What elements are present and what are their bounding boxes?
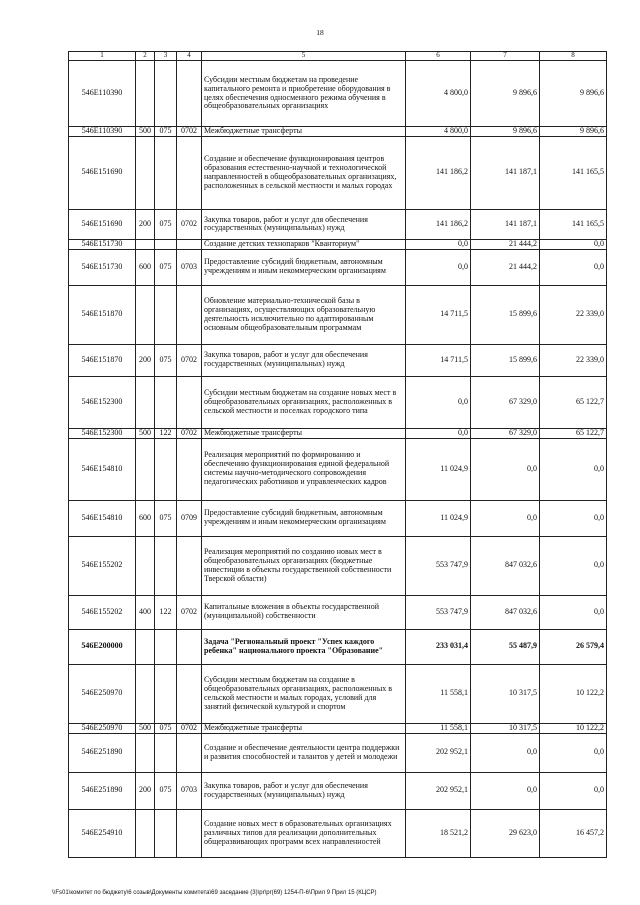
vr-code-cell bbox=[136, 536, 155, 595]
amount-cell: 553 747,9 bbox=[406, 536, 471, 595]
amount-cell: 67 329,0 bbox=[471, 376, 540, 428]
vr-code-cell bbox=[136, 438, 155, 500]
amount-cell: 0,0 bbox=[540, 249, 607, 285]
item-name-cell: Предоставление субсидий бюджетным, автономным учреждениям и иным некоммерческим организациям bbox=[202, 249, 406, 285]
kcsr-code-cell: 546E250970 bbox=[69, 723, 136, 733]
amount-cell: 0,0 bbox=[540, 595, 607, 629]
amount-cell: 18 521,2 bbox=[406, 809, 471, 857]
vr-code-cell bbox=[136, 809, 155, 857]
amount-cell: 202 952,1 bbox=[406, 733, 471, 772]
amount-cell: 67 329,0 bbox=[471, 428, 540, 438]
grbs-code-cell: 075 bbox=[155, 249, 177, 285]
table-row bbox=[69, 536, 607, 595]
header-cell: 1 bbox=[69, 52, 136, 61]
amount-cell: 11 024,9 bbox=[406, 438, 471, 500]
amount-cell: 0,0 bbox=[540, 438, 607, 500]
amount-cell: 0,0 bbox=[540, 733, 607, 772]
kcsr-code-cell: 546E151870 bbox=[69, 285, 136, 344]
amount-cell: 9 896,6 bbox=[471, 127, 540, 137]
amount-cell: 4 800,0 bbox=[406, 127, 471, 137]
grbs-code-cell bbox=[155, 239, 177, 249]
budget-table bbox=[68, 51, 607, 858]
amount-cell: 10 317,5 bbox=[471, 664, 540, 723]
table-row bbox=[69, 127, 607, 137]
amount-cell: 141 187,1 bbox=[471, 136, 540, 209]
table-row bbox=[69, 438, 607, 500]
kcsr-code-cell: 546E251890 bbox=[69, 772, 136, 809]
kcsr-code-cell: 546E152300 bbox=[69, 376, 136, 428]
item-name-cell: Реализация мероприятий по созданию новых мест в общеобразовательных организациях (бюджетные инвестиции в объекты государственной собственности Тверской области) bbox=[202, 536, 406, 595]
footer-path: \\Fs01\комитет по бюджету\6 созыв\Документы комитета\69 заседание (3)\pr\pr(69) 1254-П-6\Прил 9 Прил 15 (КЦСР) bbox=[52, 890, 377, 896]
section-code-cell bbox=[177, 809, 202, 857]
header-cell: 3 bbox=[155, 52, 177, 61]
vr-code-cell: 200 bbox=[136, 344, 155, 376]
item-name-cell: Субсидии местным бюджетам на создание новых мест в общеобразовательных организациях, расположенных в сельской местности и поселках городского типа bbox=[202, 376, 406, 428]
amount-cell: 0,0 bbox=[540, 239, 607, 249]
table-row bbox=[69, 772, 607, 809]
grbs-code-cell bbox=[155, 536, 177, 595]
header-cell: 4 bbox=[177, 52, 202, 61]
grbs-code-cell: 075 bbox=[155, 723, 177, 733]
amount-cell: 21 444,2 bbox=[471, 249, 540, 285]
section-code-cell bbox=[177, 438, 202, 500]
table-header-row bbox=[69, 52, 607, 61]
amount-cell: 141 165,5 bbox=[540, 136, 607, 209]
section-code-cell bbox=[177, 376, 202, 428]
vr-code-cell: 500 bbox=[136, 127, 155, 137]
item-name-cell: Закупка товаров, работ и услуг для обеспечения государственных (муниципальных) нужд bbox=[202, 209, 406, 239]
section-code-cell: 0703 bbox=[177, 249, 202, 285]
item-name-cell: Закупка товаров, работ и услуг для обеспечения государственных (муниципальных) нужд bbox=[202, 772, 406, 809]
amount-cell: 0,0 bbox=[406, 239, 471, 249]
kcsr-code-cell: 546E250970 bbox=[69, 664, 136, 723]
item-name-cell: Закупка товаров, работ и услуг для обеспечения государственных (муниципальных) нужд bbox=[202, 344, 406, 376]
item-name-cell: Создание детских технопарков "Кванториум" bbox=[202, 239, 406, 249]
grbs-code-cell bbox=[155, 809, 177, 857]
section-code-cell bbox=[177, 239, 202, 249]
kcsr-code-cell: 546E151690 bbox=[69, 209, 136, 239]
amount-cell: 16 457,2 bbox=[540, 809, 607, 857]
table-row bbox=[69, 500, 607, 536]
vr-code-cell bbox=[136, 376, 155, 428]
item-name-cell: Капитальные вложения в объекты государственной (муниципальной) собственности bbox=[202, 595, 406, 629]
item-name-cell: Обновление материально-технической базы в организациях, осуществляющих образовательную деятельность исключительно по адаптированным основным общеобразовательным программам bbox=[202, 285, 406, 344]
grbs-code-cell: 075 bbox=[155, 500, 177, 536]
grbs-code-cell bbox=[155, 733, 177, 772]
section-code-cell: 0702 bbox=[177, 723, 202, 733]
amount-cell: 10 122,2 bbox=[540, 723, 607, 733]
amount-cell: 233 031,4 bbox=[406, 629, 471, 664]
amount-cell: 0,0 bbox=[471, 438, 540, 500]
section-code-cell: 0703 bbox=[177, 772, 202, 809]
item-name-cell: Межбюджетные трансферты bbox=[202, 428, 406, 438]
kcsr-code-cell: 546E155202 bbox=[69, 595, 136, 629]
table-row bbox=[69, 61, 607, 127]
amount-cell: 11 558,1 bbox=[406, 664, 471, 723]
item-name-cell: Предоставление субсидий бюджетным, автономным учреждениям и иным некоммерческим организациям bbox=[202, 500, 406, 536]
section-code-cell: 0702 bbox=[177, 209, 202, 239]
amount-cell: 21 444,2 bbox=[471, 239, 540, 249]
amount-cell: 141 186,2 bbox=[406, 136, 471, 209]
vr-code-cell bbox=[136, 629, 155, 664]
amount-cell: 14 711,5 bbox=[406, 344, 471, 376]
vr-code-cell bbox=[136, 664, 155, 723]
page-number: 18 bbox=[316, 28, 324, 37]
amount-cell: 29 623,0 bbox=[471, 809, 540, 857]
amount-cell: 10 317,5 bbox=[471, 723, 540, 733]
amount-cell: 9 896,6 bbox=[471, 61, 540, 127]
section-code-cell: 0702 bbox=[177, 595, 202, 629]
item-name-cell: Создание и обеспечение деятельности центра поддержки и развития способностей и талантов у детей и молодежи bbox=[202, 733, 406, 772]
amount-cell: 0,0 bbox=[406, 249, 471, 285]
vr-code-cell bbox=[136, 733, 155, 772]
section-code-cell bbox=[177, 536, 202, 595]
amount-cell: 65 122,7 bbox=[540, 376, 607, 428]
vr-code-cell: 500 bbox=[136, 723, 155, 733]
grbs-code-cell: 075 bbox=[155, 344, 177, 376]
kcsr-code-cell: 546E110390 bbox=[69, 127, 136, 137]
amount-cell: 11 558,1 bbox=[406, 723, 471, 733]
kcsr-code-cell: 546E151870 bbox=[69, 344, 136, 376]
amount-cell: 847 032,6 bbox=[471, 595, 540, 629]
grbs-code-cell bbox=[155, 376, 177, 428]
kcsr-code-cell: 546E254910 bbox=[69, 809, 136, 857]
item-name-cell: Реализация мероприятий по формированию и обеспечению функционирования единой федеральной системы научно-методического сопровождения педагогических работников и управленческих кадров bbox=[202, 438, 406, 500]
item-name-cell: Межбюджетные трансферты bbox=[202, 723, 406, 733]
section-code-cell bbox=[177, 136, 202, 209]
kcsr-code-cell: 546E151690 bbox=[69, 136, 136, 209]
section-code-cell bbox=[177, 61, 202, 127]
item-name-cell: Субсидии местным бюджетам на создание в общеобразовательных организациях, расположенных в сельской местности и малых городах, условий для занятий физической культурой и спортом bbox=[202, 664, 406, 723]
table-row bbox=[69, 629, 607, 664]
kcsr-code-cell: 546E152300 bbox=[69, 428, 136, 438]
section-code-cell: 0702 bbox=[177, 127, 202, 137]
amount-cell: 22 339,0 bbox=[540, 344, 607, 376]
header-cell: 7 bbox=[471, 52, 540, 61]
item-name-cell: Субсидии местным бюджетам на проведение капитального ремонта и приобретение оборудования в целях обеспечения односменного режима обучения в общеобразовательных организациях bbox=[202, 61, 406, 127]
table-row bbox=[69, 239, 607, 249]
vr-code-cell bbox=[136, 285, 155, 344]
section-code-cell bbox=[177, 733, 202, 772]
header-cell: 5 bbox=[202, 52, 406, 61]
grbs-code-cell bbox=[155, 664, 177, 723]
amount-cell: 14 711,5 bbox=[406, 285, 471, 344]
amount-cell: 0,0 bbox=[540, 536, 607, 595]
vr-code-cell bbox=[136, 239, 155, 249]
vr-code-cell bbox=[136, 136, 155, 209]
grbs-code-cell bbox=[155, 136, 177, 209]
grbs-code-cell bbox=[155, 629, 177, 664]
grbs-code-cell: 075 bbox=[155, 127, 177, 137]
vr-code-cell: 200 bbox=[136, 772, 155, 809]
amount-cell: 0,0 bbox=[406, 376, 471, 428]
grbs-code-cell: 122 bbox=[155, 428, 177, 438]
grbs-code-cell: 122 bbox=[155, 595, 177, 629]
item-name-cell: Создание новых мест в образовательных организациях различных типов для реализации дополнительных общеразвивающих программ всех направленностей bbox=[202, 809, 406, 857]
kcsr-code-cell: 546E154810 bbox=[69, 438, 136, 500]
vr-code-cell bbox=[136, 61, 155, 127]
item-name-cell: Создание и обеспечение функционирования центров образования естественно-научной и технологической направленностей в общеобразовательных организациях, расположенных в сельской местности и малых городах bbox=[202, 136, 406, 209]
amount-cell: 141 165,5 bbox=[540, 209, 607, 239]
vr-code-cell: 600 bbox=[136, 249, 155, 285]
section-code-cell bbox=[177, 664, 202, 723]
amount-cell: 202 952,1 bbox=[406, 772, 471, 809]
grbs-code-cell bbox=[155, 61, 177, 127]
kcsr-code-cell: 546E251890 bbox=[69, 733, 136, 772]
kcsr-code-cell: 546E151730 bbox=[69, 239, 136, 249]
table-row bbox=[69, 723, 607, 733]
amount-cell: 65 122,7 bbox=[540, 428, 607, 438]
amount-cell: 141 187,1 bbox=[471, 209, 540, 239]
table-row bbox=[69, 428, 607, 438]
amount-cell: 4 800,0 bbox=[406, 61, 471, 127]
amount-cell: 847 032,6 bbox=[471, 536, 540, 595]
amount-cell: 15 899,6 bbox=[471, 285, 540, 344]
item-name-cell: Задача "Региональный проект "Успех каждого ребенка" национального проекта "Образование" bbox=[202, 629, 406, 664]
table-row bbox=[69, 664, 607, 723]
amount-cell: 22 339,0 bbox=[540, 285, 607, 344]
section-code-cell bbox=[177, 285, 202, 344]
section-code-cell: 0702 bbox=[177, 344, 202, 376]
table-body bbox=[69, 61, 607, 858]
amount-cell: 11 024,9 bbox=[406, 500, 471, 536]
header-cell: 2 bbox=[136, 52, 155, 61]
item-name-cell: Межбюджетные трансферты bbox=[202, 127, 406, 137]
amount-cell: 0,0 bbox=[471, 733, 540, 772]
amount-cell: 0,0 bbox=[471, 772, 540, 809]
amount-cell: 0,0 bbox=[471, 500, 540, 536]
amount-cell: 15 899,6 bbox=[471, 344, 540, 376]
vr-code-cell: 400 bbox=[136, 595, 155, 629]
amount-cell: 141 186,2 bbox=[406, 209, 471, 239]
kcsr-code-cell: 546E110390 bbox=[69, 61, 136, 127]
table-row bbox=[69, 809, 607, 857]
kcsr-code-cell: 546E155202 bbox=[69, 536, 136, 595]
amount-cell: 9 896,6 bbox=[540, 127, 607, 137]
section-code-cell: 0702 bbox=[177, 428, 202, 438]
vr-code-cell: 600 bbox=[136, 500, 155, 536]
kcsr-code-cell: 546E151730 bbox=[69, 249, 136, 285]
kcsr-code-cell: 546E154810 bbox=[69, 500, 136, 536]
table-row bbox=[69, 209, 607, 239]
grbs-code-cell bbox=[155, 438, 177, 500]
header-cell: 6 bbox=[406, 52, 471, 61]
table-row bbox=[69, 733, 607, 772]
amount-cell: 9 896,6 bbox=[540, 61, 607, 127]
table-row bbox=[69, 136, 607, 209]
kcsr-code-cell: 546E200000 bbox=[69, 629, 136, 664]
amount-cell: 26 579,4 bbox=[540, 629, 607, 664]
amount-cell: 10 122,2 bbox=[540, 664, 607, 723]
amount-cell: 55 487,9 bbox=[471, 629, 540, 664]
amount-cell: 553 747,9 bbox=[406, 595, 471, 629]
amount-cell: 0,0 bbox=[540, 772, 607, 809]
grbs-code-cell: 075 bbox=[155, 772, 177, 809]
table-row bbox=[69, 344, 607, 376]
vr-code-cell: 200 bbox=[136, 209, 155, 239]
section-code-cell: 0709 bbox=[177, 500, 202, 536]
grbs-code-cell bbox=[155, 285, 177, 344]
table-row bbox=[69, 595, 607, 629]
table-row bbox=[69, 285, 607, 344]
vr-code-cell: 500 bbox=[136, 428, 155, 438]
header-cell: 8 bbox=[540, 52, 607, 61]
grbs-code-cell: 075 bbox=[155, 209, 177, 239]
section-code-cell bbox=[177, 629, 202, 664]
table-row bbox=[69, 249, 607, 285]
amount-cell: 0,0 bbox=[406, 428, 471, 438]
amount-cell: 0,0 bbox=[540, 500, 607, 536]
table-row bbox=[69, 376, 607, 428]
